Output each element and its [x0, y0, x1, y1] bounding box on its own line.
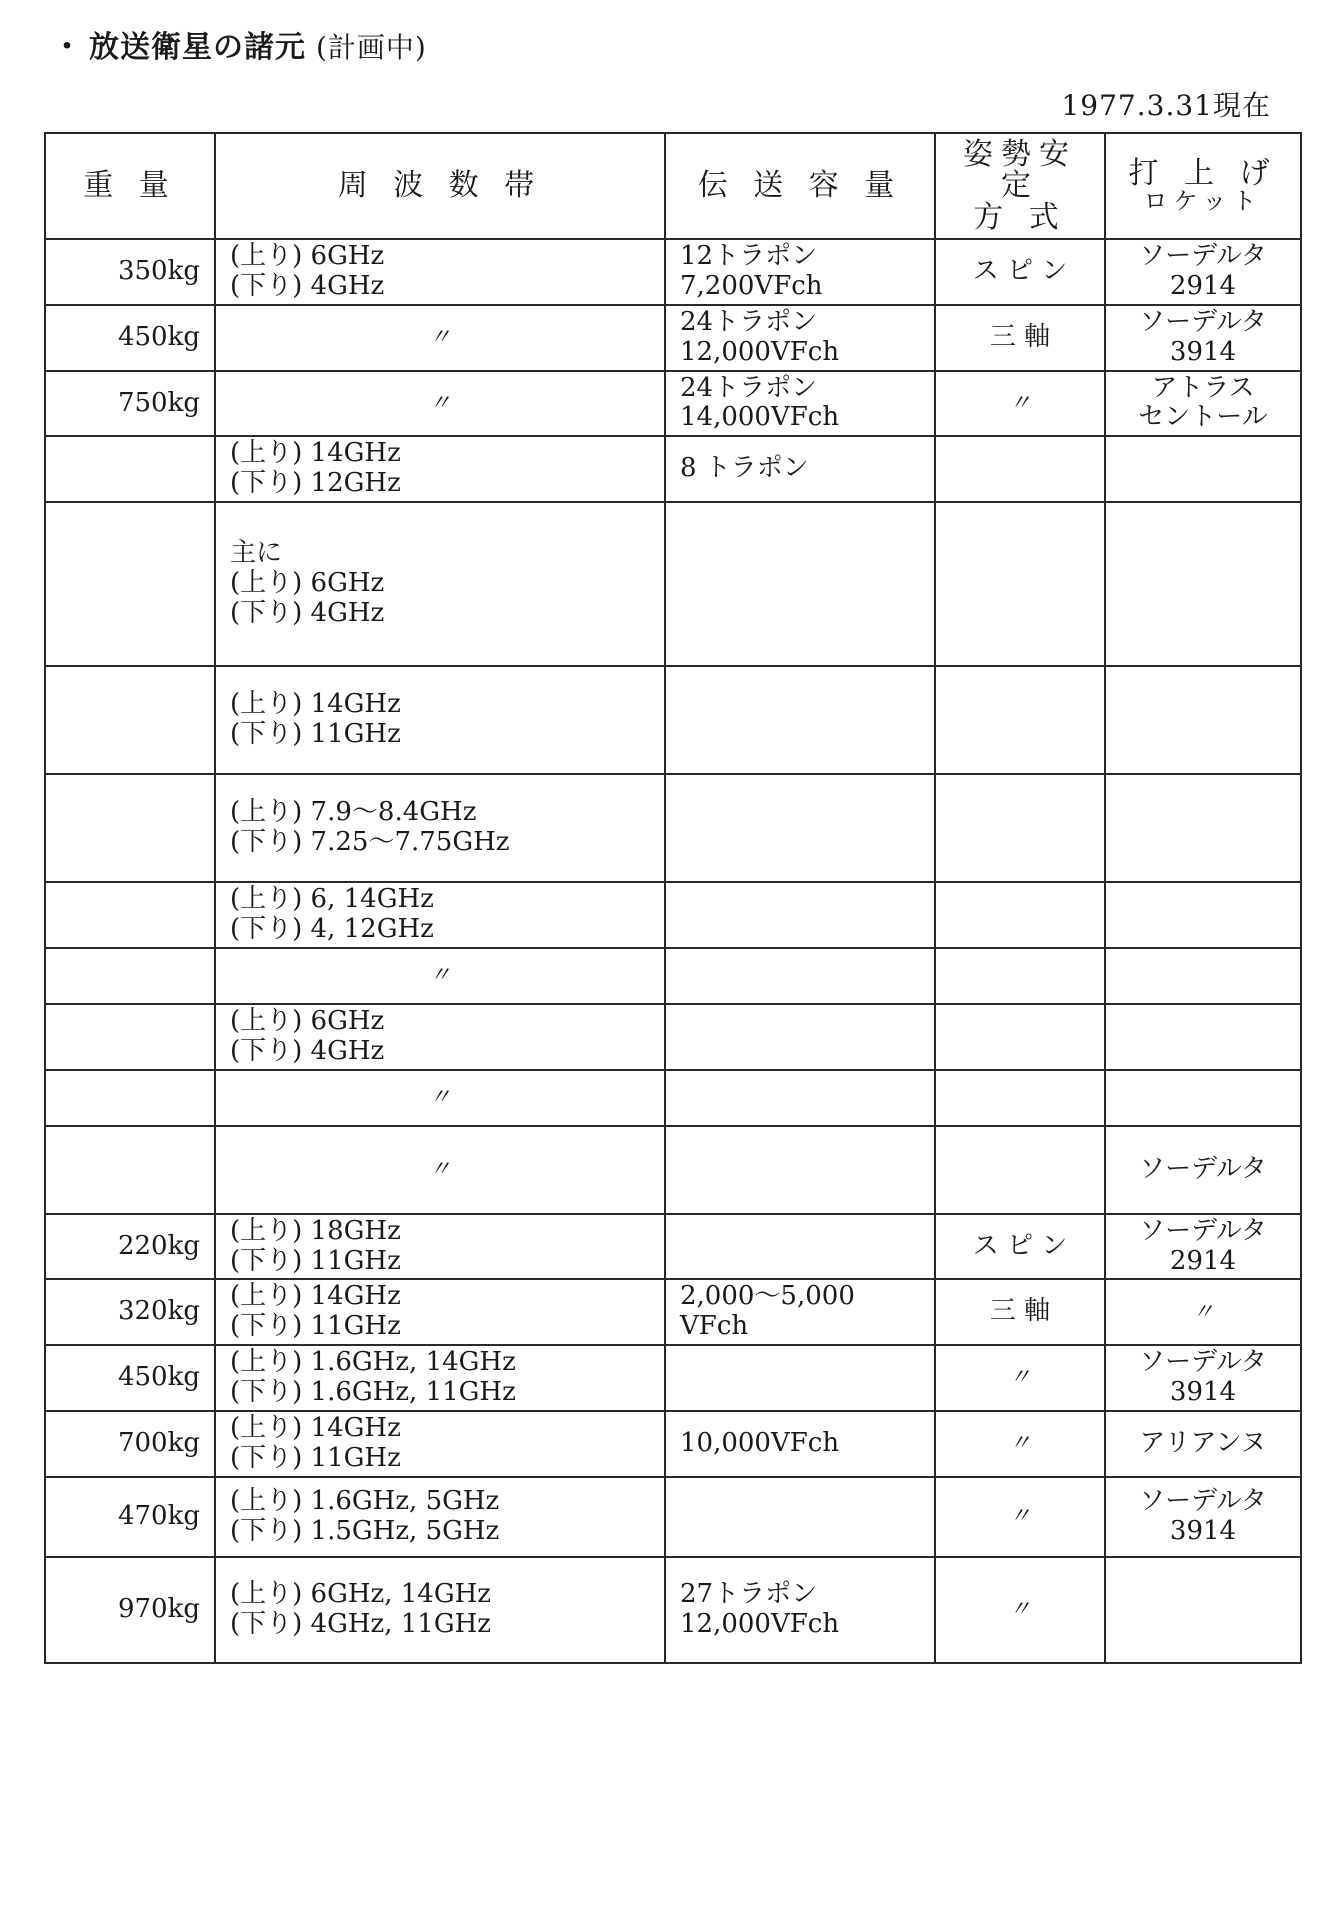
attitude-value: ス ピ ン: [972, 255, 1068, 286]
col-header-attitude: [935, 133, 1105, 239]
launch-header-line1: 打 上 げ: [1128, 155, 1278, 191]
cell-weight: 750kg: [45, 371, 215, 437]
attitude-value: 〃: [1008, 1597, 1031, 1623]
attitude-value: 〃: [1008, 1504, 1031, 1530]
cell-weight: [45, 436, 215, 502]
launch-line: 〃: [1191, 1299, 1214, 1325]
frequency-line: (上り) 6GHz: [230, 241, 385, 271]
cell-capacity: [665, 948, 935, 1004]
cell-capacity: [665, 1411, 935, 1477]
launch-line: 3914: [1169, 336, 1237, 367]
attitude-header-line2: 方 式: [973, 199, 1067, 235]
cell-launch: [1105, 371, 1301, 437]
header-row: [45, 133, 1301, 239]
cell-frequency: [215, 666, 665, 774]
frequency-line: (上り) 6, 14GHz: [230, 884, 434, 915]
cell-weight: [45, 1004, 215, 1070]
cell-attitude: [935, 1279, 1105, 1345]
frequency-line: (下り) 12GHz: [230, 468, 401, 499]
page-title: [52, 22, 427, 66]
launch-line: 2914: [1169, 270, 1237, 301]
table-row: [45, 371, 1301, 437]
cell-launch: [1105, 948, 1301, 1004]
frequency-line: (上り) 6GHz, 14GHz: [230, 1578, 491, 1609]
cell-frequency: [215, 436, 665, 502]
frequency-line: (上り) 14GHz: [230, 438, 401, 469]
cell-frequency: [215, 1004, 665, 1070]
cell-launch: [1105, 1557, 1301, 1663]
cell-weight: [45, 666, 215, 774]
cell-frequency: [215, 1279, 665, 1345]
frequency-line: (下り) 4, 12GHz: [230, 914, 434, 945]
cell-frequency: [215, 371, 665, 437]
cell-frequency: [215, 502, 665, 666]
cell-weight: [45, 1126, 215, 1214]
cell-weight: 350kg: [45, 239, 215, 305]
cell-capacity: [665, 305, 935, 371]
cell-frequency: [215, 774, 665, 882]
frequency-line: (上り) 14GHz: [230, 1281, 401, 1312]
cell-weight: 970kg: [45, 1557, 215, 1663]
table-row: [45, 1279, 1301, 1345]
cell-attitude: [935, 502, 1105, 666]
cell-frequency: [215, 1126, 665, 1214]
attitude-value: 〃: [1008, 1431, 1031, 1457]
cell-launch: [1105, 1004, 1301, 1070]
as-of-date: 1977.3.31現在: [1061, 89, 1271, 122]
cell-frequency: [215, 1214, 665, 1280]
launch-line: アリアンヌ: [1139, 1427, 1267, 1458]
satellite-spec-table: [44, 132, 1302, 1664]
launch-line: セントール: [1138, 402, 1268, 433]
frequency-line: (下り) 4GHz, 11GHz: [230, 1608, 491, 1639]
table-row: [45, 1411, 1301, 1477]
frequency-line: 主に: [230, 538, 283, 569]
cell-launch: [1105, 502, 1301, 666]
table-row: [45, 1214, 1301, 1280]
frequency-line: (下り) 11GHz: [230, 719, 401, 750]
cell-attitude: [935, 666, 1105, 774]
cell-launch: [1105, 1070, 1301, 1126]
cell-attitude: [935, 1070, 1105, 1126]
capacity-line: 7,200VFch: [680, 270, 823, 301]
frequency-line: (下り) 11GHz: [230, 1311, 401, 1342]
attitude-header-line1: 姿勢安定: [963, 136, 1077, 204]
frequency-line: (上り) 14GHz: [230, 689, 401, 720]
table-row: [45, 1070, 1301, 1126]
capacity-line: 24トラポン: [680, 306, 818, 337]
attitude-value: ス ピ ン: [972, 1230, 1068, 1261]
table-row: [45, 1477, 1301, 1557]
cell-attitude: [935, 239, 1105, 305]
frequency-line: (上り) 18GHz: [230, 1215, 401, 1246]
cell-attitude: [935, 1126, 1105, 1214]
attitude-value: 〃: [1008, 1365, 1031, 1391]
launch-line: ソーデルタ: [1139, 1153, 1267, 1184]
frequency-line: (上り) 1.6GHz, 14GHz: [230, 1347, 516, 1378]
cell-weight: 450kg: [45, 1345, 215, 1411]
title-bullet: ・: [52, 30, 83, 65]
launch-line: 2914: [1169, 1245, 1237, 1276]
table-row: [45, 1557, 1301, 1663]
table-row: [45, 1004, 1301, 1070]
cell-attitude: [935, 1557, 1105, 1663]
capacity-line: 12,000VFch: [680, 1608, 840, 1639]
frequency-line: 〃: [428, 390, 451, 416]
cell-capacity: [665, 1214, 935, 1280]
cell-attitude: [935, 1214, 1105, 1280]
frequency-line: (下り) 11GHz: [230, 1245, 401, 1276]
capacity-line: 27トラポン: [680, 1578, 818, 1609]
cell-attitude: [935, 436, 1105, 502]
cell-frequency: [215, 239, 665, 305]
cell-frequency: [215, 1411, 665, 1477]
cell-capacity: [665, 239, 935, 305]
capacity-line: 24トラポン: [680, 372, 818, 403]
cell-frequency: [215, 1557, 665, 1663]
frequency-line: (下り) 11GHz: [230, 1442, 401, 1473]
cell-attitude: [935, 882, 1105, 948]
frequency-line: 〃: [428, 1157, 451, 1183]
cell-capacity: [665, 1004, 935, 1070]
capacity-line: 8 トラポン: [680, 453, 809, 484]
table-row: [45, 436, 1301, 502]
table-row: [45, 666, 1301, 774]
cell-launch: [1105, 1477, 1301, 1557]
title-subtitle: (計画中): [316, 31, 427, 64]
cell-launch: [1105, 436, 1301, 502]
table-row: [45, 1126, 1301, 1214]
cell-weight: 470kg: [45, 1477, 215, 1557]
cell-capacity: [665, 774, 935, 882]
table-body: [45, 239, 1301, 1663]
cell-capacity: [665, 436, 935, 502]
cell-weight: [45, 502, 215, 666]
frequency-line: (上り) 7.9〜8.4GHz: [230, 797, 477, 828]
attitude-value: 三 軸: [989, 321, 1051, 352]
frequency-line: (下り) 7.25〜7.75GHz: [230, 827, 510, 858]
cell-weight: 220kg: [45, 1214, 215, 1280]
col-header-capacity: 伝 送 容 量: [665, 133, 935, 239]
frequency-line: 〃: [428, 963, 451, 989]
table-row: [45, 1345, 1301, 1411]
table-row: [45, 502, 1301, 666]
table-row: [45, 882, 1301, 948]
frequency-line: (下り) 1.5GHz, 5GHz: [230, 1515, 500, 1546]
frequency-line: 〃: [428, 325, 451, 351]
capacity-line: 10,000VFch: [680, 1427, 840, 1458]
capacity-line: VFch: [680, 1311, 749, 1342]
capacity-line: 2,000〜5,000: [680, 1281, 855, 1312]
cell-capacity: [665, 1126, 935, 1214]
cell-weight: 450kg: [45, 305, 215, 371]
cell-frequency: [215, 1477, 665, 1557]
capacity-line: 12トラポン: [680, 241, 818, 271]
launch-line: 3914: [1169, 1515, 1237, 1546]
cell-attitude: [935, 305, 1105, 371]
cell-launch: [1105, 1279, 1301, 1345]
cell-weight: [45, 948, 215, 1004]
cell-capacity: [665, 1477, 935, 1557]
launch-line: ソーデルタ: [1139, 241, 1267, 271]
frequency-line: (下り) 1.6GHz, 11GHz: [230, 1377, 516, 1408]
frequency-line: (上り) 1.6GHz, 5GHz: [230, 1485, 500, 1516]
cell-launch: [1105, 666, 1301, 774]
cell-frequency: [215, 1345, 665, 1411]
capacity-line: 12,000VFch: [680, 336, 840, 367]
launch-line: ソーデルタ: [1139, 1215, 1267, 1246]
table-row: [45, 774, 1301, 882]
col-header-frequency: 周 波 数 帯: [215, 133, 665, 239]
cell-attitude: [935, 774, 1105, 882]
cell-weight: 700kg: [45, 1411, 215, 1477]
cell-launch: [1105, 239, 1301, 305]
cell-capacity: [665, 371, 935, 437]
frequency-line: (上り) 14GHz: [230, 1413, 401, 1444]
cell-launch: [1105, 1126, 1301, 1214]
frequency-line: (上り) 6GHz: [230, 568, 385, 599]
cell-launch: [1105, 882, 1301, 948]
cell-attitude: [935, 1411, 1105, 1477]
cell-attitude: [935, 1477, 1105, 1557]
launch-line: ソーデルタ: [1139, 1485, 1267, 1516]
cell-frequency: [215, 1070, 665, 1126]
cell-capacity: [665, 1345, 935, 1411]
frequency-line: (下り) 4GHz: [230, 270, 385, 301]
cell-launch: [1105, 1214, 1301, 1280]
cell-capacity: [665, 502, 935, 666]
col-header-launch: [1105, 133, 1301, 239]
cell-attitude: [935, 1004, 1105, 1070]
launch-header-line2: ロケット: [1143, 187, 1263, 216]
frequency-line: 〃: [428, 1085, 451, 1111]
cell-attitude: [935, 371, 1105, 437]
cell-launch: [1105, 774, 1301, 882]
launch-line: 3914: [1169, 1377, 1237, 1408]
cell-launch: [1105, 1345, 1301, 1411]
launch-line: ソーデルタ: [1139, 1347, 1267, 1378]
table-row: [45, 305, 1301, 371]
title-text: 放送衛星の諸元: [89, 30, 306, 65]
col-header-weight: 重 量: [45, 133, 215, 239]
cell-weight: [45, 774, 215, 882]
cell-capacity: [665, 1279, 935, 1345]
capacity-line: 14,000VFch: [680, 402, 840, 433]
launch-line: アトラス: [1151, 372, 1255, 403]
launch-line: ソーデルタ: [1139, 306, 1267, 337]
table-row: [45, 239, 1301, 305]
frequency-line: (下り) 4GHz: [230, 1035, 385, 1066]
attitude-value: 三 軸: [989, 1296, 1051, 1327]
cell-capacity: [665, 1070, 935, 1126]
cell-weight: 320kg: [45, 1279, 215, 1345]
cell-frequency: [215, 882, 665, 948]
cell-capacity: [665, 882, 935, 948]
frequency-line: (下り) 4GHz: [230, 598, 385, 629]
cell-launch: [1105, 305, 1301, 371]
cell-attitude: [935, 1345, 1105, 1411]
cell-capacity: [665, 666, 935, 774]
table-row: [45, 948, 1301, 1004]
cell-attitude: [935, 948, 1105, 1004]
cell-weight: [45, 1070, 215, 1126]
cell-frequency: [215, 305, 665, 371]
cell-launch: [1105, 1411, 1301, 1477]
cell-capacity: [665, 1557, 935, 1663]
cell-frequency: [215, 948, 665, 1004]
frequency-line: (上り) 6GHz: [230, 1005, 385, 1036]
cell-weight: [45, 882, 215, 948]
attitude-value: 〃: [1008, 390, 1031, 416]
